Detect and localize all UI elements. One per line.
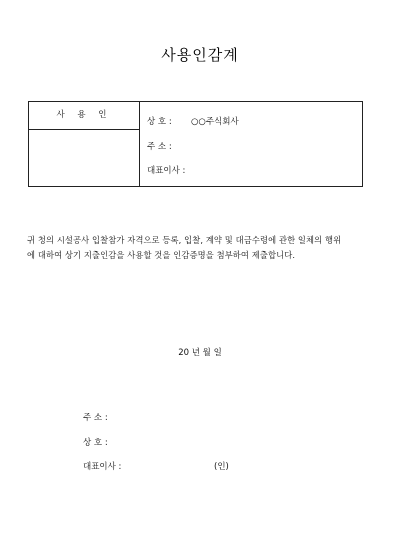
document-title: 사용인감계: [161, 46, 239, 64]
seal-user-header: 사 용 인: [29, 102, 139, 130]
signature-address-row: [83, 411, 127, 423]
company-name-label: 상 호 :: [147, 117, 172, 127]
seal-stamp-column: [29, 102, 140, 186]
declaration-text: [27, 233, 375, 263]
declaration-line-2: 에 대하여 상기 지출인감을 사용할 것을 인감증명을 첨부하여 제출합니다.: [27, 250, 296, 260]
signature-address-label: 주 소 :: [83, 413, 108, 423]
company-name-value: ○○주식회사: [191, 117, 239, 127]
signature-ceo-label: 대표이사 :: [83, 462, 122, 472]
company-info-column: [147, 102, 357, 186]
date-line: 20 년 월 일: [178, 348, 222, 358]
seal-usage-table: [28, 101, 363, 187]
address-label: 주 소 :: [147, 142, 172, 152]
ceo-row: [147, 164, 191, 176]
ceo-label: 대표이사 :: [147, 166, 186, 176]
signature-company-row: [83, 436, 127, 448]
address-row: [147, 140, 191, 152]
signature-company-label: 상 호 :: [83, 438, 108, 448]
seal-stamp-area: [29, 130, 139, 186]
declaration-line-1: 귀 청의 시설공사 입찰참가 자격으로 등록, 입찰, 계약 및 대금수령에 관한 일체의 행위: [27, 235, 342, 245]
signature-ceo-row: [83, 460, 127, 472]
seal-mark: (인): [214, 462, 229, 472]
company-name-row: [147, 115, 239, 127]
